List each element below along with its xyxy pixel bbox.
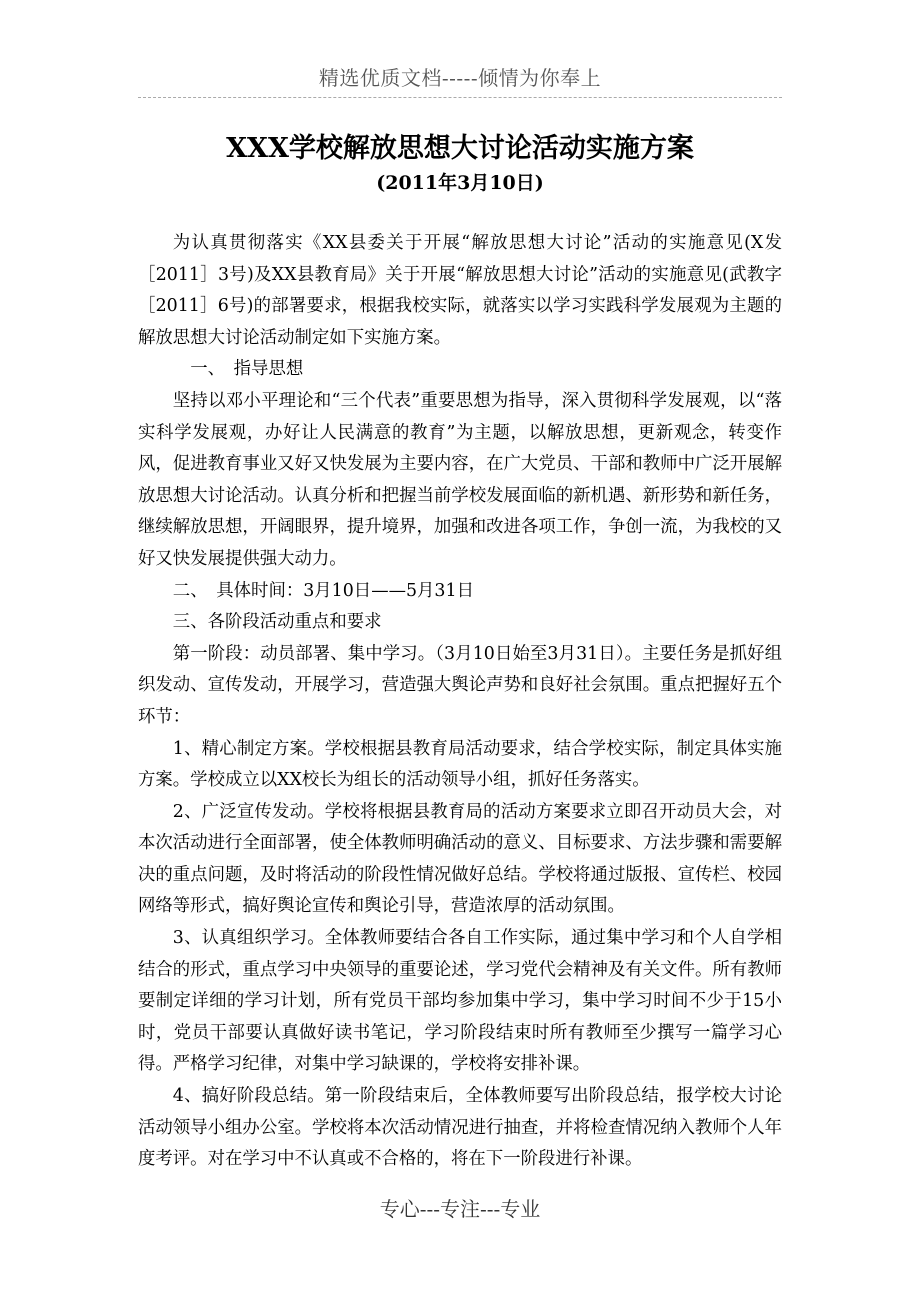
document-date: (2011年3月10日) xyxy=(376,172,544,194)
list-item-4: 4、搞好阶段总结。第一阶段结束后，全体教师要写出阶段总结，报学校大讨论活动领导小组办公室。学校将本次活动情况进行抽查，并将检查情况纳入教师个人年度考评。对在学习中不认真或不合格的，将在下一阶段进行补课。 xyxy=(138,1086,782,1170)
document-body xyxy=(138,228,782,1176)
body-paragraph: 坚持以邓小平理论和“三个代表”重要思想为指导，深入贯彻科学发展观，以“落实科学发展观，办好让人民满意的教育”为主题，以解放思想，更新观念，转变作风，促进教育事业又好又快发展为主要内容，在广大党员、干部和教师中广泛开展解放思想大讨论活动。认真分析和把握当前学校发展面临的新机遇、新形势和新任务，继续解放思想，开阔眼界，提升境界，加强和改进各项工作，争创一流，为我校的又好又快发展提供强大动力。 xyxy=(138,390,782,569)
page-header: 精选优质文档-----倾情为你奉上 xyxy=(318,66,602,90)
section-heading-phases: 三、各阶段活动重点和要求 xyxy=(172,612,382,633)
page-footer: 专心---专注---专业 xyxy=(379,1197,541,1221)
phase-one-paragraph: 第一阶段：动员部署、集中学习。（3月10日始至3月31日）。主要任务是抓好组织发动、宣传发动，开展学习，营造强大舆论声势和良好社会氛围。重点把握好五个环节： xyxy=(138,643,782,727)
list-item-3: 3、认真组织学习。全体教师要结合各自工作实际，通过集中学习和个人自学相结合的形式，重点学习中央领导的重要论述，学习党代会精神及有关文件。所有教师要制定详细的学习计划，所有党员干部均参加集中学习，集中学习时间不少于15小时，党员干部要认真做好读书笔记，学习阶段结束时所有教师至少撰写一篇学习心得。严格学习纪律，对集中学习缺课的，学校将安排补课。 xyxy=(138,928,782,1075)
intro-paragraph: 为认真贯彻落实《XX县委关于开展“解放思想大讨论”活动的实施意见(X发［2011］3号)及XX县教育局》关于开展“解放思想大讨论”活动的实施意见(武教字［2011］6号)的部署要求，根据我校实际，就落实以学习实践科学发展观为主题的解放思想大讨论活动制定如下实施方案。 xyxy=(138,233,782,348)
section-heading-schedule: 二、 具体时间：3月10日——5月31日 xyxy=(172,580,474,601)
list-item-2: 2、广泛宣传发动。学校将根据县教育局的活动方案要求立即召开动员大会，对本次活动进行全面部署，使全体教师明确活动的意义、目标要求、方法步骤和需要解决的重点问题，及时将活动的阶段性情况做好总结。学校将通过版报、宣传栏、校园网络等形式，搞好舆论宣传和舆论引导，营造浓厚的活动氛围。 xyxy=(138,801,782,917)
header-divider xyxy=(138,97,782,98)
list-item-1: 1、精心制定方案。学校根据县教育局活动要求，结合学校实际，制定具体实施方案。学校成立以XX校长为组长的活动领导小组，抓好任务落实。 xyxy=(138,738,782,791)
document-title: XXX学校解放思想大讨论活动实施方案 xyxy=(226,133,694,164)
section-heading-guiding-ideology: 一、 指导思想 xyxy=(190,359,304,380)
